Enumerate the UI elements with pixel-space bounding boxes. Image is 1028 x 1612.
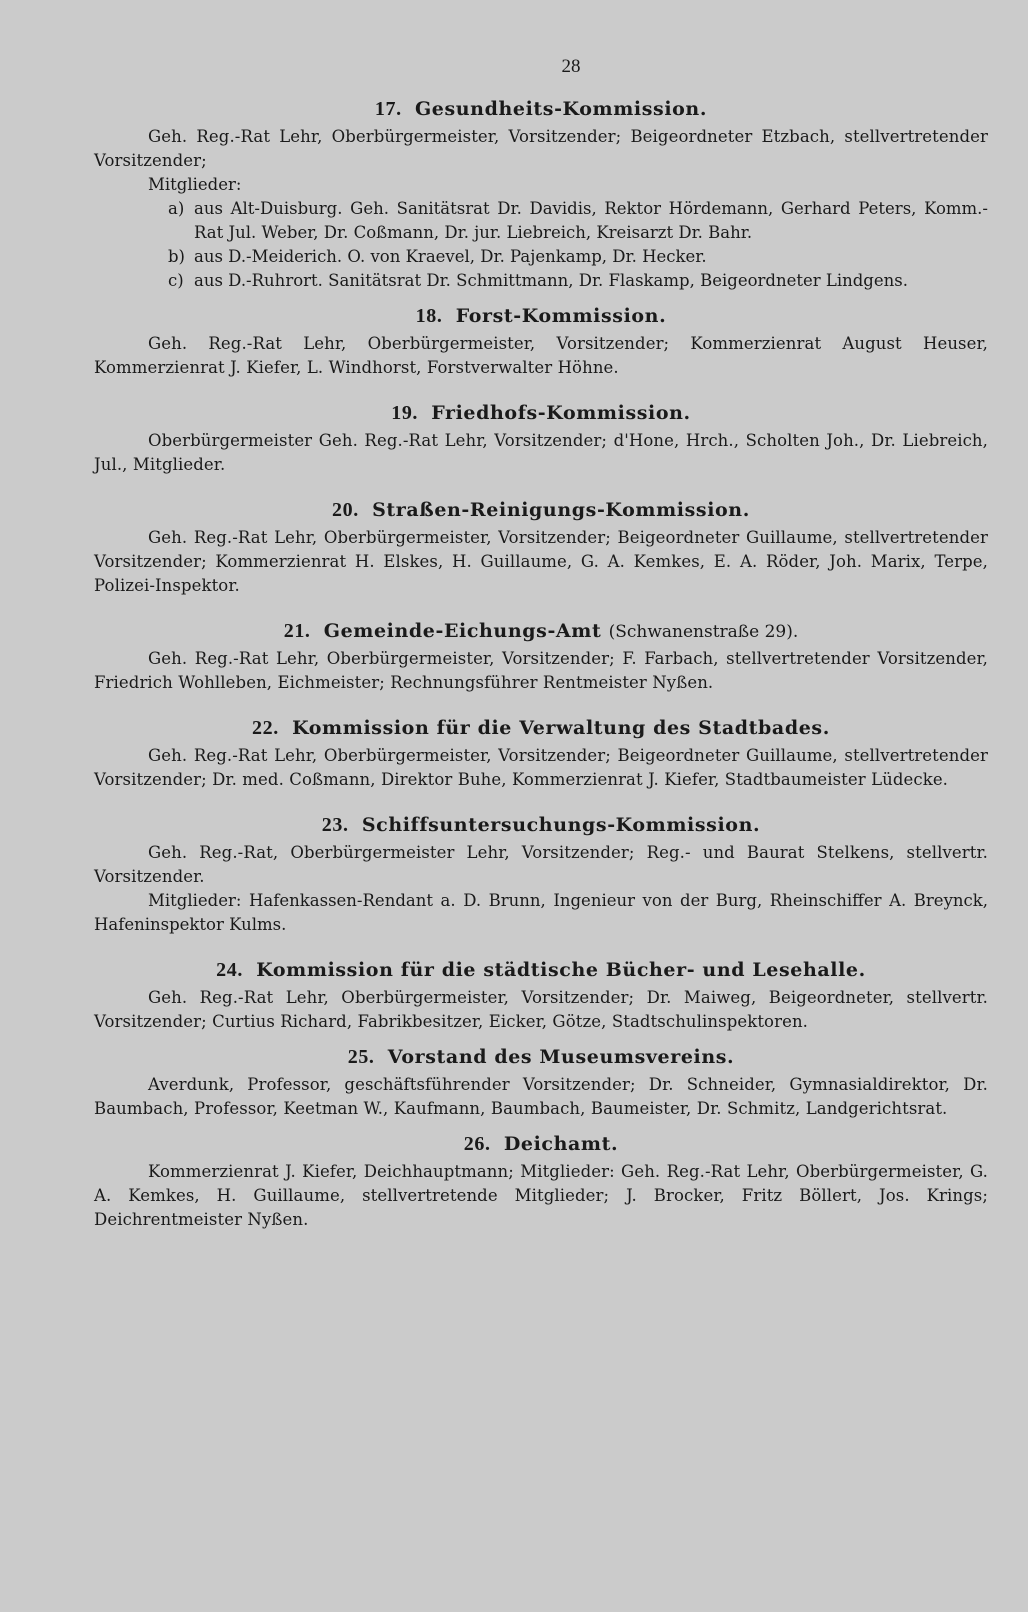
section-23-members-label: Mitglieder: <box>148 891 242 910</box>
section-17-item-c-text: aus D.-Ruhrort. Sanitätsrat Dr. Schmittmann, Dr. Flaskamp, Beigeordneter Lindgens. <box>194 271 908 290</box>
section-20-text: Geh. Reg.-Rat Lehr, Oberbürgermeister, Vorsitzender; Beigeordneter Guillaume, stellvertretender Vorsitzender; Kommerzienrat H. Elskes, H. Guillaume, G. A. Kemkes, E. A. Röder, Joh. Marix, Terpe, Polizei-Inspektor. <box>94 528 988 595</box>
section-23-members-text: Hafenkassen-Rendant a. D. Brunn, Ingenieur von der Burg, Rheinschiffer A. Breynck, Hafeninspektor Kulms. <box>94 891 989 934</box>
section-20-title: Straßen-Reinigungs-Kommission. <box>372 499 750 521</box>
section-17-chair: Geh. Reg.-Rat Lehr, Oberbürgermeister, Vorsitzender; Beigeordneter Etzbach, stellvertretender Vorsitzender; <box>94 127 988 170</box>
section-23-title: Schiffsuntersuchungs-Kommission. <box>361 814 761 836</box>
section-25-title: Vorstand des Museumsvereins. <box>387 1046 735 1068</box>
section-19-heading <box>94 402 988 425</box>
section-26-title: Deichamt. <box>503 1133 619 1155</box>
section-17-item-b-mark: b) <box>168 247 185 266</box>
section-21 <box>94 620 988 695</box>
section-17-title: Gesundheits-Kommission. <box>414 98 708 120</box>
section-26-text: Kommerzienrat J. Kiefer, Deichhauptmann; Mitglieder: Geh. Reg.-Rat Lehr, Oberbürgermeister, G. A. Kemkes, H. Guillaume, stellvertretende Mitglieder; J. Brocker, Fritz Böllert, Jos. Krings; Deichrentmeister Nyßen. <box>94 1162 988 1229</box>
section-21-number: 21. <box>283 620 311 642</box>
section-17-heading <box>94 98 988 121</box>
section-24-heading <box>94 959 988 982</box>
section-17-number: 17. <box>374 98 402 120</box>
section-25-heading <box>94 1046 988 1069</box>
section-18-number: 18. <box>415 305 443 327</box>
section-21-address: (Schwanenstraße 29). <box>608 622 799 642</box>
section-19-text: Oberbürgermeister Geh. Reg.-Rat Lehr, Vorsitzender; d'Hone, Hrch., Scholten Joh., Dr. Liebreich, Jul., Mitglieder. <box>94 431 988 474</box>
section-17-item-a <box>94 197 988 245</box>
section-20-number: 20. <box>332 499 359 521</box>
section-26-number: 26. <box>463 1133 491 1155</box>
section-25 <box>94 1046 988 1121</box>
section-22-number: 22. <box>252 717 279 739</box>
section-17-item-c-mark: c) <box>168 271 184 290</box>
section-24-text: Geh. Reg.-Rat Lehr, Oberbürgermeister, Vorsitzender; Dr. Maiweg, Beigeordneter, stellvertr. Vorsitzender; Curtius Richard, Fabrikbesitzer, Eicker, Götze, Stadtschulinspektoren. <box>94 988 988 1031</box>
section-22-text: Geh. Reg.-Rat Lehr, Oberbürgermeister, Vorsitzender; Beigeordneter Guillaume, stellvertretender Vorsitzender; Dr. med. Coßmann, Direktor Buhe, Kommerzienrat J. Kiefer, Stadtbaumeister Lüdecke. <box>94 746 988 789</box>
section-25-number: 25. <box>347 1046 375 1068</box>
section-17-item-c <box>94 269 988 293</box>
section-17-item-b <box>94 245 988 269</box>
section-26-heading <box>94 1133 988 1156</box>
section-17-item-a-text: aus Alt-Duisburg. Geh. Sanitätsrat Dr. Davidis, Rektor Hördemann, Gerhard Peters, Komm.-Rat Jul. Weber, Dr. Coßmann, Dr. jur. Liebreich, Kreisarzt Dr. Bahr. <box>194 199 988 242</box>
section-22-title: Kommission für die Verwaltung des Stadtbades. <box>292 717 830 739</box>
section-19 <box>94 402 988 477</box>
section-22 <box>94 717 988 792</box>
section-18 <box>94 305 988 380</box>
section-24-title: Kommission für die städtische Bücher- und Lesehalle. <box>256 959 866 981</box>
section-18-heading <box>94 305 988 328</box>
section-20-heading <box>94 499 988 522</box>
section-17-item-b-text: aus D.-Meiderich. O. von Kraevel, Dr. Pajenkamp, Dr. Hecker. <box>194 247 707 266</box>
section-17 <box>94 98 988 293</box>
section-23-members <box>94 889 988 937</box>
section-24 <box>94 959 988 1034</box>
section-23-number: 23. <box>321 814 349 836</box>
section-19-title: Friedhofs-Kommission. <box>431 402 691 424</box>
section-23-text: Geh. Reg.-Rat, Oberbürgermeister Lehr, Vorsitzender; Reg.- und Baurat Stelkens, stellvertr. Vorsitzender. <box>94 843 988 886</box>
section-23 <box>94 814 988 937</box>
page-number: 28 <box>561 56 581 77</box>
section-17-members-label: Mitglieder: <box>148 175 242 194</box>
section-18-title: Forst-Kommission. <box>455 305 667 327</box>
section-18-text: Geh. Reg.-Rat Lehr, Oberbürgermeister, Vorsitzender; Kommerzienrat August Heuser, Kommerzienrat J. Kiefer, L. Windhorst, Forstverwalter Höhne. <box>94 334 988 377</box>
section-21-heading <box>94 620 988 643</box>
section-23-heading <box>94 814 988 837</box>
section-26 <box>94 1133 988 1232</box>
section-20 <box>94 499 988 598</box>
section-19-number: 19. <box>391 402 419 424</box>
section-21-title: Gemeinde-Eichungs-Amt <box>323 620 602 642</box>
section-25-text: Averdunk, Professor, geschäftsführender Vorsitzender; Dr. Schneider, Gymnasialdirektor, Dr. Baumbach, Professor, Keetman W., Kaufmann, Baumbach, Baumeister, Dr. Schmitz, Landgerichtsrat. <box>94 1075 988 1118</box>
section-21-text: Geh. Reg.-Rat Lehr, Oberbürgermeister, Vorsitzender; F. Farbach, stellvertretender Vorsitzender, Friedrich Wohlleben, Eichmeister; Rechnungsführer Rentmeister Nyßen. <box>94 649 988 692</box>
section-17-item-a-mark: a) <box>168 199 185 218</box>
section-24-number: 24. <box>216 959 243 981</box>
section-22-heading <box>94 717 988 740</box>
